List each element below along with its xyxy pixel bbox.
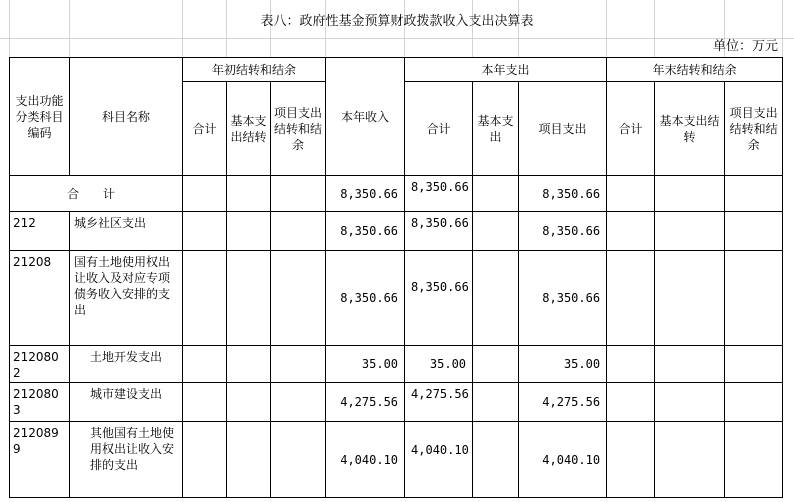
table-row — [10, 346, 783, 383]
total-label: 合 计 — [10, 176, 183, 212]
income-cell: 4,040.10 — [326, 422, 405, 498]
header-end-project: 项目支出结转和结余 — [725, 82, 783, 176]
header-income: 本年收入 — [326, 58, 405, 176]
budget-table — [9, 57, 783, 498]
income-cell: 8,350.66 — [326, 212, 405, 251]
income-cell: 8,350.66 — [326, 251, 405, 346]
name-cell: 城市建设支出 — [70, 383, 183, 422]
header-end-basic: 基本支出结转 — [655, 82, 725, 176]
header-expense-project: 项目支出 — [519, 82, 607, 176]
table-row — [10, 212, 783, 251]
income-cell: 35.00 — [326, 346, 405, 383]
name-cell: 城乡社区支出 — [70, 212, 183, 251]
income-cell: 4,275.56 — [326, 383, 405, 422]
expense-total-cell: 8,350.66 — [405, 176, 473, 212]
expense-total-cell: 4,275.56 — [405, 383, 473, 422]
expense-project-cell: 4,040.10 — [519, 422, 607, 498]
grid-line — [0, 38, 794, 39]
header-begin-group: 年初结转和结余 — [183, 58, 326, 82]
header-end-group: 年末结转和结余 — [607, 58, 783, 82]
expense-total-cell: 35.00 — [405, 346, 473, 383]
table-row — [10, 383, 783, 422]
expense-project-cell: 8,350.66 — [519, 176, 607, 212]
income-cell: 8,350.66 — [326, 176, 405, 212]
expense-total-cell: 4,040.10 — [405, 422, 473, 498]
name-cell: 国有土地使用权出让收入及对应专项债务收入安排的支出 — [70, 251, 183, 346]
header-begin-project: 项目支出结转和结余 — [271, 82, 326, 176]
table-title: 表八：政府性基金预算财政拨款收入支出决算表 — [260, 14, 534, 29]
table-row — [10, 251, 783, 346]
header-end-total: 合计 — [607, 82, 655, 176]
code-cell: 2120802 — [10, 346, 70, 383]
expense-project-cell: 8,350.66 — [519, 251, 607, 346]
code-cell: 21208 — [10, 251, 70, 346]
table-row — [10, 176, 783, 212]
expense-project-cell: 35.00 — [519, 346, 607, 383]
code-cell: 2120803 — [10, 383, 70, 422]
header-code: 支出功能分类科目编码 — [10, 58, 70, 176]
expense-project-cell: 4,275.56 — [519, 383, 607, 422]
code-cell: 2120899 — [10, 422, 70, 498]
expense-total-cell: 8,350.66 — [405, 251, 473, 346]
name-cell: 其他国有土地使用权出让收入安排的支出 — [70, 422, 183, 498]
expense-project-cell: 8,350.66 — [519, 212, 607, 251]
header-begin-total: 合计 — [183, 82, 227, 176]
table-row — [10, 422, 783, 498]
header-begin-basic: 基本支出结转 — [227, 82, 271, 176]
header-expense-group: 本年支出 — [405, 58, 607, 82]
header-expense-total: 合计 — [405, 82, 473, 176]
name-cell: 土地开发支出 — [70, 346, 183, 383]
code-cell: 212 — [10, 212, 70, 251]
header-expense-basic: 基本支出 — [473, 82, 519, 176]
unit-label: 单位：万元 — [712, 39, 778, 54]
header-name: 科目名称 — [70, 58, 183, 176]
expense-total-cell: 8,350.66 — [405, 212, 473, 251]
